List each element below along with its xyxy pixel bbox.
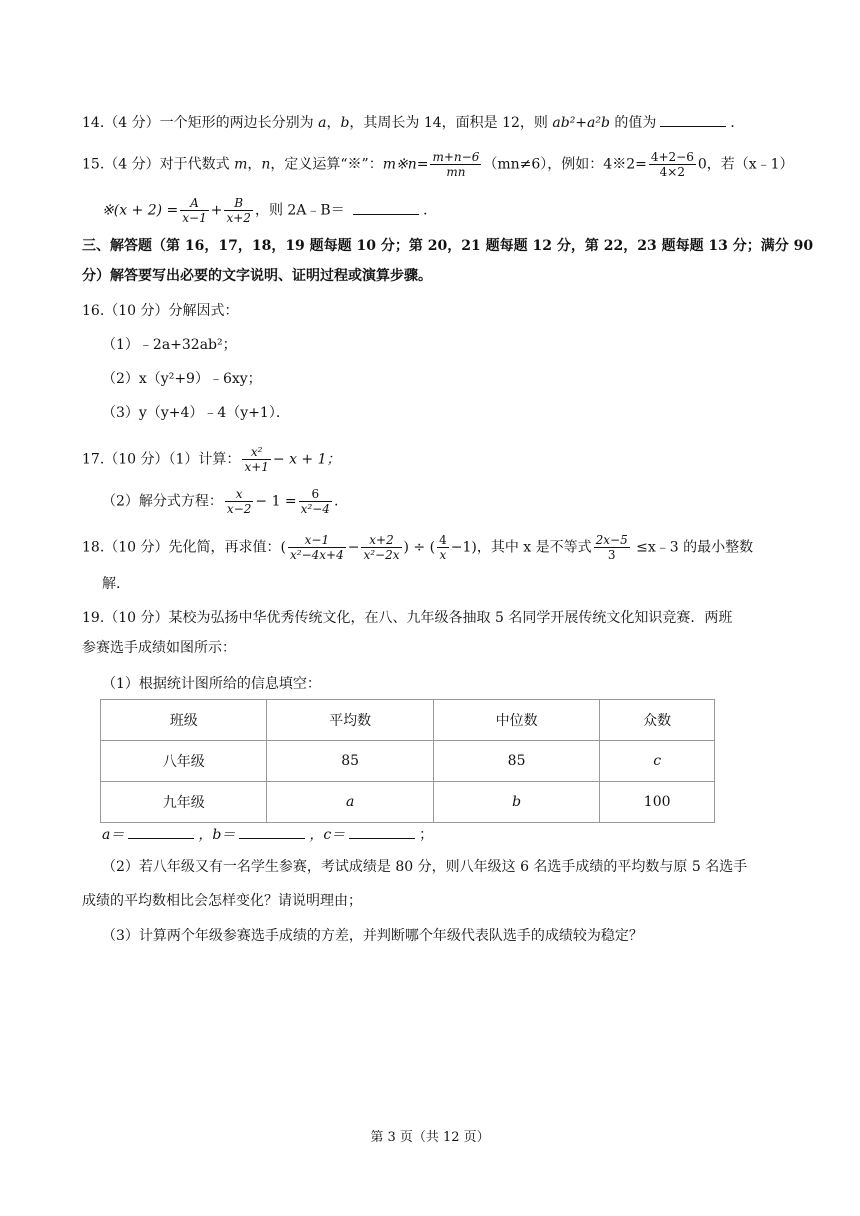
- q18-frac2-numerator: x+2: [361, 533, 401, 548]
- q18-frac1-numerator: x−1: [288, 533, 346, 548]
- question-19-fill-blanks: [102, 824, 433, 845]
- q17-frac3-denominator: x²−4: [300, 502, 330, 516]
- q15-frac1-denominator: mn: [446, 165, 466, 179]
- table-row: [101, 741, 715, 782]
- q14-answer-blank[interactable]: [660, 112, 726, 127]
- section-3-heading: 三、解答题（第 16，17，18，19 题每题 10 分；第 20，21 题每题 12 分，第 22，23 题每题 13 分；满分 90: [82, 238, 814, 254]
- q15-var-n: n: [261, 156, 271, 173]
- q14-score: （4 分）: [104, 115, 160, 131]
- fill-c-label: ，c＝: [309, 827, 346, 843]
- q18-frac1-denominator: x²−4x+4: [290, 548, 344, 562]
- q15-fracB-numerator: B: [224, 196, 252, 211]
- q15-fraction-example: [649, 150, 696, 179]
- table-header-cell: 班级: [101, 700, 267, 741]
- q18-frac3-numerator: 4: [439, 533, 447, 547]
- q17-mid: − 1 =: [255, 493, 297, 510]
- q18-frac4-denominator: 3: [607, 548, 616, 562]
- q18-minus: −: [347, 539, 360, 556]
- q18-fraction-3: [437, 533, 449, 562]
- fill-b-blank[interactable]: [239, 824, 305, 839]
- q14-text-2: ，其周长为 14，面积是 12，则: [349, 115, 553, 131]
- q18-text-2: ≤x﹣3 的最小整数: [631, 539, 754, 556]
- q15-frac2-denominator: 4×2: [659, 165, 685, 179]
- q17-fraction-2: [225, 487, 253, 516]
- fill-end: ；: [419, 827, 434, 843]
- q15-definition: m※n=: [382, 156, 429, 173]
- q18-frac2-denominator: x²−2x: [363, 548, 400, 562]
- table-cell: 85: [433, 741, 599, 782]
- q17-end: .: [333, 493, 339, 510]
- q15-fracB-denominator: x+2: [226, 211, 251, 225]
- q15-line2-start: ※(x + 2) =: [102, 202, 179, 219]
- question-16-part-3: （3）y（y+4）﹣4（y+1）．: [102, 405, 290, 421]
- question-17: [82, 445, 341, 474]
- q15-fraction-b: [224, 196, 252, 225]
- question-14: [82, 112, 744, 133]
- q15-answer-blank[interactable]: [353, 200, 419, 215]
- q17-part2-label: （2）解分式方程：: [102, 493, 223, 510]
- q15-comma: ，: [247, 156, 262, 173]
- table-header-cell: 平均数: [267, 700, 433, 741]
- q18-heading: 18.（10 分）先化简，再求值：(: [82, 539, 286, 556]
- q15-fraction-definition: [430, 150, 481, 179]
- table-cell: c: [600, 741, 715, 782]
- q14-text-1: 一个矩形的两边长分别为: [159, 115, 319, 131]
- question-19-part-1: （1）根据统计图所给的信息填空：: [102, 676, 321, 692]
- q14-number: 14.: [82, 115, 105, 131]
- table-cell: 85: [267, 741, 433, 782]
- q14-end: ．: [730, 115, 745, 131]
- q14-text-3: 的值为: [609, 115, 657, 131]
- q15-plus: +: [210, 202, 223, 219]
- question-15: [82, 150, 794, 179]
- q15-frac1-numerator: m+n−6: [432, 150, 480, 164]
- question-16-part-2: （2）x（y²+9）﹣6xy；: [102, 371, 262, 387]
- q15-text-2: ，定义运算“※”：: [270, 156, 383, 173]
- q14-expression: ab²+a²b: [552, 115, 610, 131]
- q15-score: （4 分）: [104, 156, 160, 173]
- q14-var-b: b: [340, 115, 350, 131]
- fill-b-label: ，b＝: [198, 827, 236, 843]
- q18-text-1: −1)，其中 x 是不等式: [450, 539, 592, 556]
- q15-var-m: m: [234, 156, 248, 173]
- q15-frac2-numerator: 4+2−6: [650, 150, 694, 164]
- q15-fracA-denominator: x−1: [182, 211, 207, 225]
- q17-frac2-numerator: x: [225, 487, 253, 502]
- section-3-heading-line-2: 分）解答要写出必要的文字说明、证明过程或演算步骤。: [82, 268, 432, 284]
- question-17-part-2: [102, 487, 338, 516]
- question-19-part-2-line-2: 成绩的平均数相比会怎样变化？请说明理由；: [82, 893, 362, 909]
- table-cell: 100: [600, 782, 715, 823]
- question-19-line-2: 参赛选手成绩如图所示：: [82, 640, 236, 656]
- q15-condition: （mn≠6）: [483, 156, 548, 173]
- q17-fraction-3: [299, 487, 332, 516]
- question-18: [82, 533, 753, 562]
- question-16-part-1: （1）﹣2a+32ab²；: [102, 337, 237, 353]
- q18-fraction-4: [594, 533, 630, 562]
- q17-fraction-1: [242, 445, 270, 474]
- q17-frac2-denominator: x−2: [226, 502, 252, 516]
- table-cell: 八年级: [101, 741, 267, 782]
- q17-heading: 17.（10 分）（1）计算：: [82, 451, 241, 468]
- q15-fracA-numerator: A: [180, 196, 208, 211]
- question-19-part-2: （2）若八年级又有一名学生参赛，考试成绩是 80 分，则八年级这 6 名选手成绩的平均数与原 5 名选手: [102, 859, 748, 875]
- q14-var-a: a: [318, 115, 327, 131]
- q15-text-3: ，例如：4※2=: [547, 156, 647, 173]
- q17-frac3-numerator: 6: [299, 487, 332, 502]
- table-header-cell: 众数: [600, 700, 715, 741]
- question-16-heading: 16.（10 分）分解因式：: [82, 303, 239, 319]
- q17-frac1-denominator: x+1: [244, 460, 269, 474]
- table-row: [101, 782, 715, 823]
- q15-text-5: ，则 2A﹣B＝: [254, 202, 350, 219]
- q15-number: 15.: [82, 156, 105, 173]
- q18-frac4-numerator: 2x−5: [595, 533, 628, 547]
- table-cell: b: [433, 782, 599, 823]
- q15-fraction-a: [180, 196, 208, 225]
- table-cell: a: [267, 782, 433, 823]
- fill-a-label: a＝: [102, 827, 125, 843]
- score-table: [100, 699, 715, 823]
- table-header-cell: 中位数: [433, 700, 599, 741]
- table-header-row: [101, 700, 715, 741]
- fill-a-blank[interactable]: [128, 824, 194, 839]
- q15-text-1: 对于代数式: [159, 156, 235, 173]
- q18-frac3-denominator: x: [439, 548, 447, 562]
- question-15-line-2: [102, 196, 437, 225]
- q17-rest-1: − x + 1；: [272, 451, 341, 468]
- q18-mid: ) ÷ (: [403, 539, 436, 556]
- question-18-line-2: 解.: [102, 576, 121, 592]
- q17-frac1-numerator: x²: [242, 445, 270, 460]
- question-19-part-3: （3）计算两个年级参赛选手成绩的方差，并判断哪个年级代表队选手的成绩较为稳定？: [102, 928, 643, 944]
- q14-comma: ，: [326, 115, 341, 131]
- question-19-line-1: 19.（10 分）某校为弘扬中华优秀传统文化，在八、九年级各抽取 5 名同学开展传统文化知识竞赛．两班: [82, 610, 733, 626]
- q18-fraction-1: [288, 533, 346, 562]
- page-footer: 第 3 页（共 12 页）: [370, 1130, 490, 1145]
- q15-end: ．: [423, 202, 438, 219]
- table-cell: 九年级: [101, 782, 267, 823]
- q18-fraction-2: [361, 533, 401, 562]
- fill-c-blank[interactable]: [349, 824, 415, 839]
- q15-text-4: 0，若（x﹣1）: [697, 156, 794, 173]
